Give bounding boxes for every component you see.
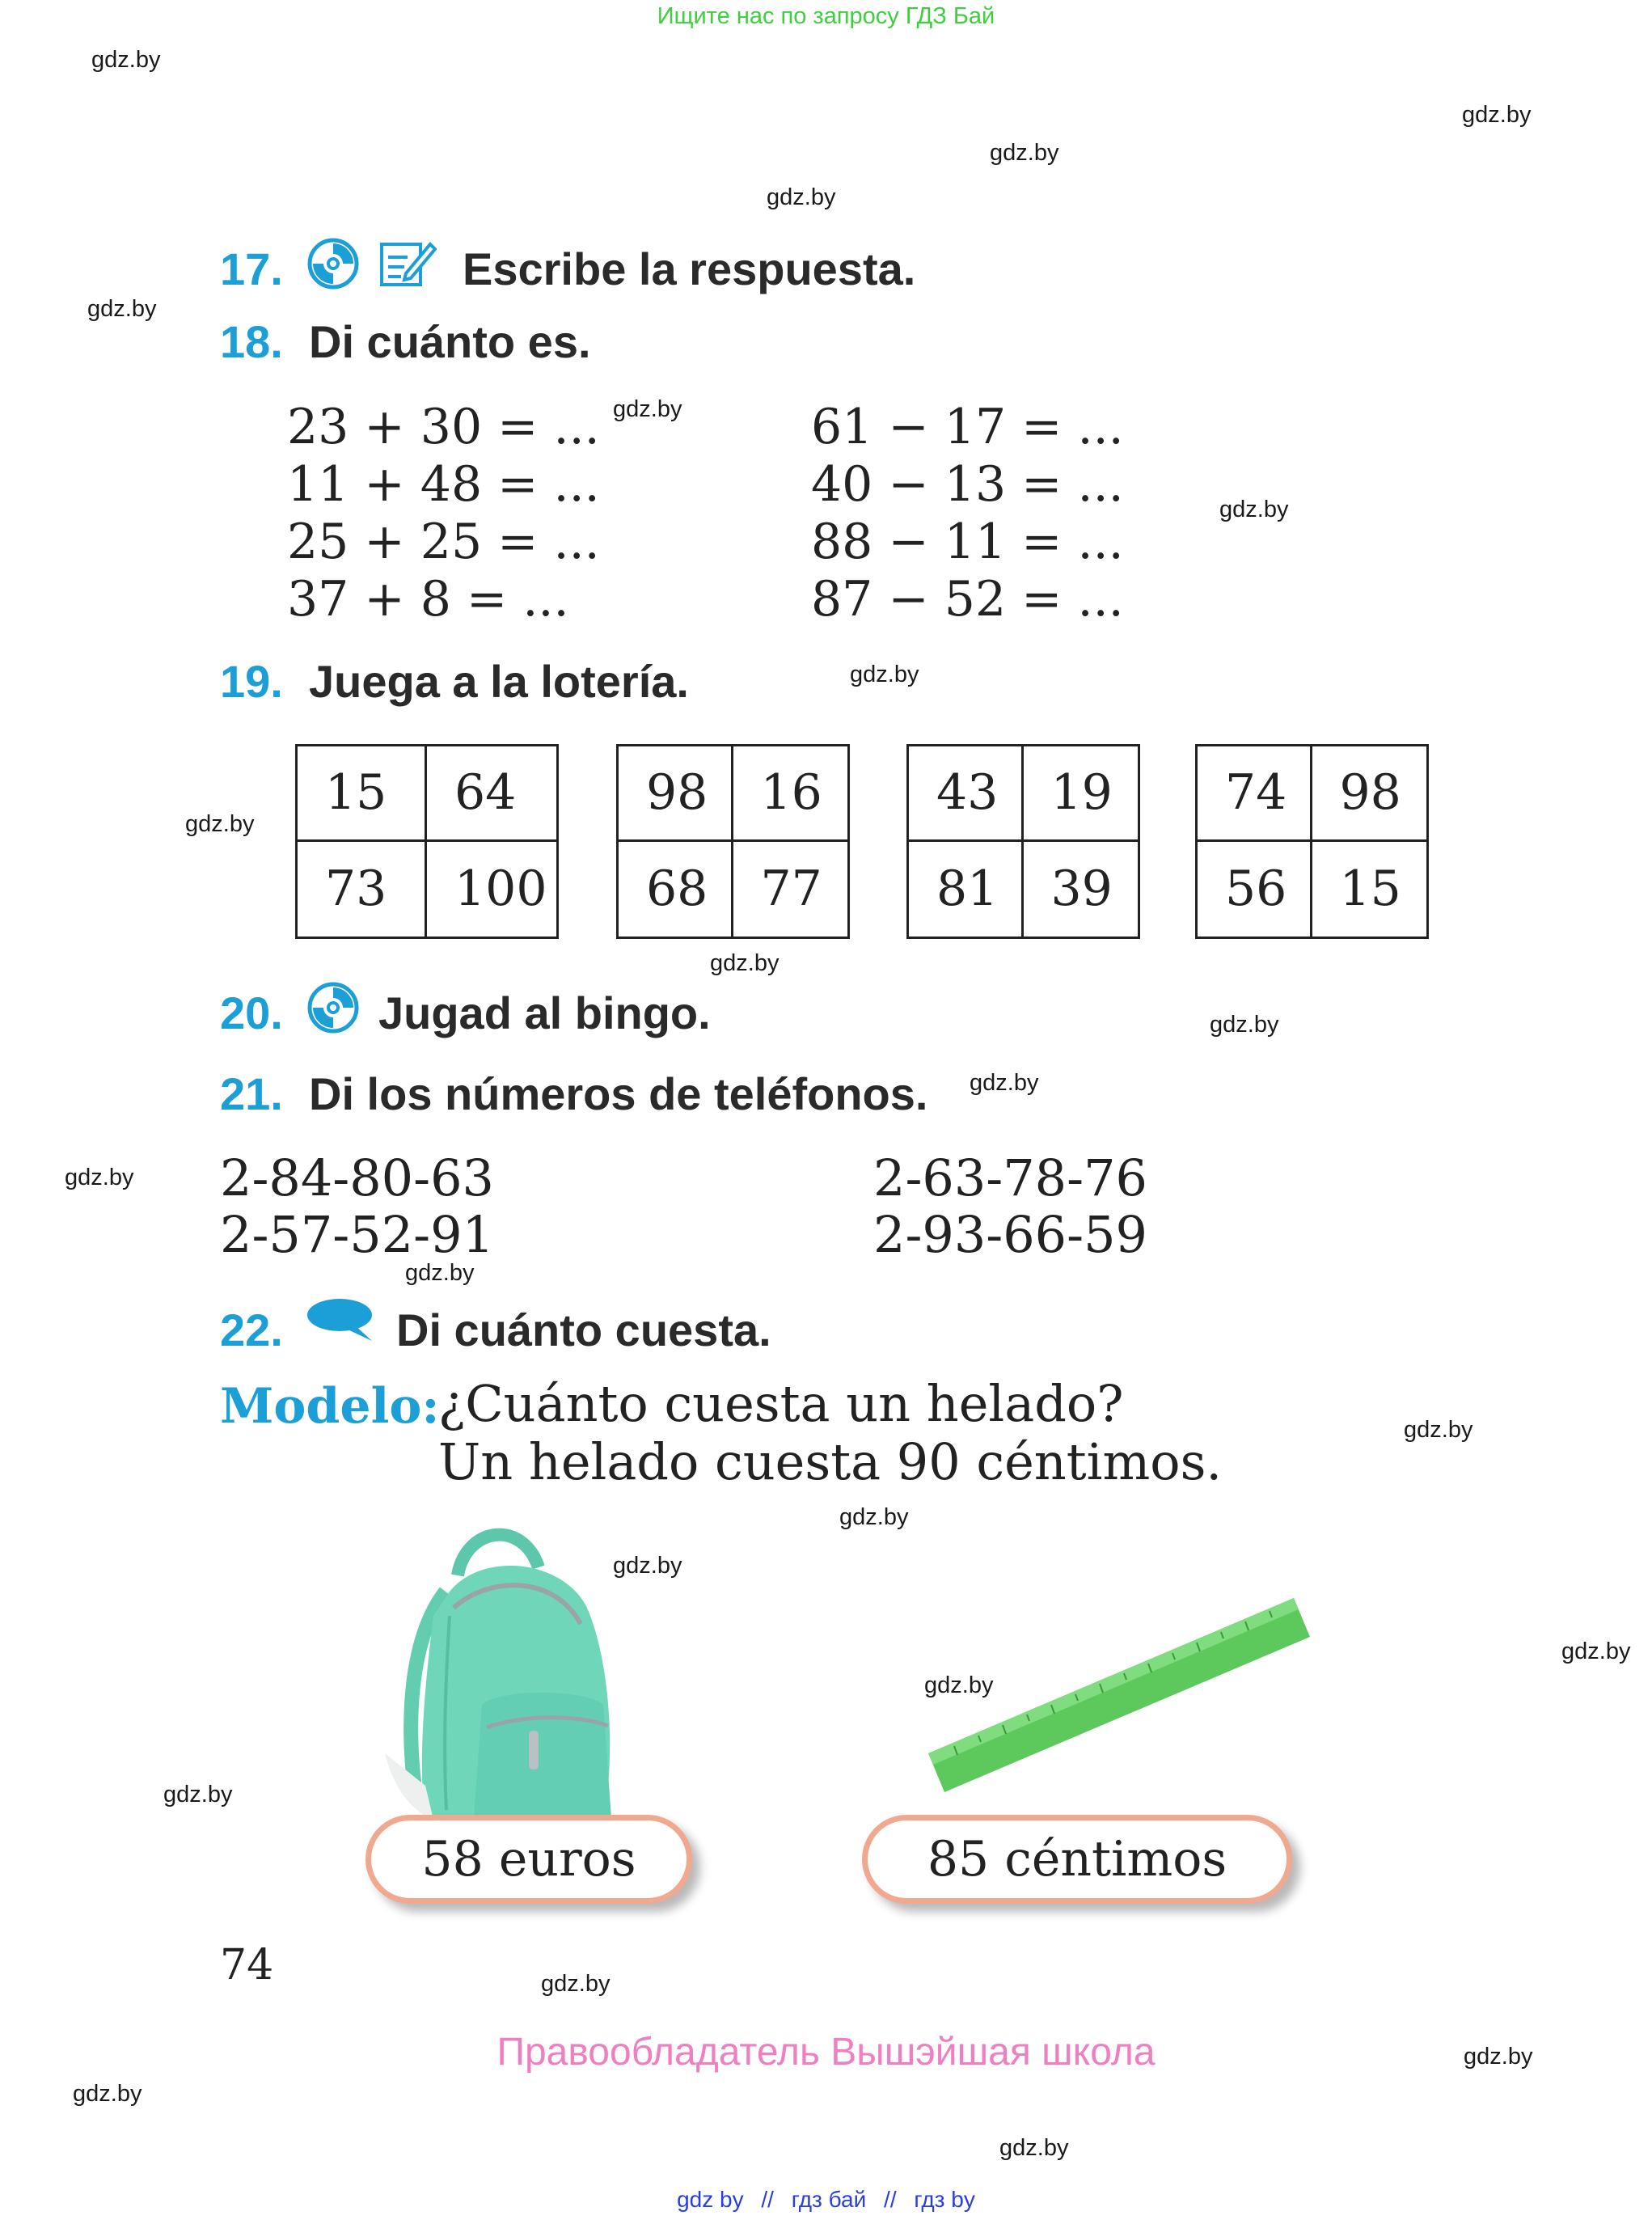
sum-list [287,399,600,628]
footer-separator: // [761,2187,774,2212]
watermark: gdz.by [710,950,780,976]
footer-link[interactable]: gdz by [677,2187,744,2212]
lottery-number: 15 [1339,860,1401,918]
phone-number: 2-84-80-63 [220,1148,494,1207]
lottery-number: 98 [619,746,733,842]
watermark: gdz.by [405,1260,475,1286]
lottery-card-4 [1195,744,1429,939]
lottery-number: 74 [1198,746,1312,842]
footer-link[interactable]: гдз бай [791,2187,867,2212]
watermark: gdz.by [73,2081,142,2107]
watermark: gdz.by [924,1672,994,1698]
watermark: gdz.by [999,2135,1069,2161]
model-text [438,1375,1222,1491]
lottery-number: 98 [1312,746,1427,842]
watermark: gdz.by [767,184,836,210]
exercise-20-title: Jugad al bingo. [378,987,711,1038]
difference-expression: 40 − 13 = ... [811,456,1124,513]
phone-number: 2-57-52-91 [220,1205,494,1264]
watermark: gdz.by [1404,1417,1473,1443]
lottery-number: 16 [733,746,848,842]
lottery-number: 39 [1050,860,1113,918]
exercise-20-number: 20. [220,987,283,1038]
difference-list [811,399,1124,628]
exercise-19-title: Juega a la lotería. [309,656,689,707]
page-number: 74 [220,1941,274,1989]
exercise-18-title: Di cuánto es. [309,316,591,367]
watermark: gdz.by [91,47,161,73]
model-question: ¿Cuánto cuesta un helado? [438,1374,1124,1433]
lottery-number: 73 [298,842,427,937]
exercise-21-number: 21. [220,1068,283,1119]
speech-bubble-icon [306,1297,375,1344]
ruler-icon [922,1592,1318,1802]
lottery-card-1 [295,744,559,939]
difference-expression: 88 − 11 = ... [811,514,1124,570]
lottery-card-3 [906,744,1140,939]
watermark: gdz.by [185,811,255,837]
lottery-number: 56 [1198,842,1312,937]
watermark: gdz.by [613,1553,682,1579]
lottery-card-2 [616,744,850,939]
lottery-number: 77 [760,860,822,918]
watermark: gdz.by [1464,2044,1533,2070]
lottery-number: 19 [1024,746,1139,842]
footer-separator: // [884,2187,897,2212]
model-label: Modelo: [220,1378,440,1435]
phone-number: 2-63-78-76 [873,1148,1147,1207]
watermark: gdz.by [1210,1012,1279,1038]
watermark: gdz.by [65,1165,134,1190]
phone-number: 2-93-66-59 [873,1205,1147,1264]
exercise-19-number: 19. [220,656,283,707]
exercise-17-number: 17. [220,243,283,294]
lottery-number: 100 [454,860,547,918]
price-tag-backpack: 58 euros [365,1815,692,1904]
difference-expression: 61 − 17 = ... [811,399,1124,455]
model-answer: Un helado cuesta 90 céntimos. [438,1432,1223,1491]
phone-list-right [873,1150,1147,1263]
watermark: gdz.by [613,396,682,422]
lottery-number: 15 [298,746,427,842]
watermark: gdz.by [990,140,1059,166]
cd-icon [306,980,361,1035]
exercise-22-title: Di cuánto cuesta. [396,1304,771,1355]
sum-expression: 25 + 25 = ... [287,514,600,570]
watermark: gdz.by [1462,102,1532,128]
watermark: gdz.by [970,1070,1039,1096]
price-tag-ruler: 85 céntimos [862,1815,1292,1904]
watermark: gdz.by [163,1782,233,1808]
footer-links [0,2187,1652,2213]
phone-list-left [220,1150,494,1263]
write-icon [378,236,437,290]
lottery-number: 68 [619,842,733,937]
lottery-number: 81 [909,842,1024,937]
top-banner: Ищите нас по запросу ГДЗ Бай [657,3,995,29]
exercise-17-title: Escribe la respuesta. [463,243,916,294]
copyright-notice: Правообладатель Вышэйшая школа [496,2031,1156,2074]
difference-expression: 87 − 52 = ... [811,571,1124,628]
sum-expression: 23 + 30 = ... [287,399,600,455]
exercise-18-number: 18. [220,316,283,367]
watermark: gdz.by [850,662,919,687]
watermark: gdz.by [1219,497,1289,522]
backpack-icon [369,1519,644,1826]
sum-expression: 37 + 8 = ... [287,571,569,628]
lottery-number: 43 [909,746,1024,842]
lottery-number: 64 [427,746,556,842]
watermark: gdz.by [1561,1638,1631,1664]
watermark: gdz.by [839,1504,909,1530]
cd-icon [306,236,361,291]
watermark: gdz.by [541,1971,611,1997]
sum-expression: 11 + 48 = ... [287,456,600,513]
footer-link[interactable]: гдз by [914,2187,975,2212]
watermark: gdz.by [87,296,157,322]
exercise-21-title: Di los números de teléfonos. [309,1068,928,1119]
exercise-22-number: 22. [220,1304,283,1355]
